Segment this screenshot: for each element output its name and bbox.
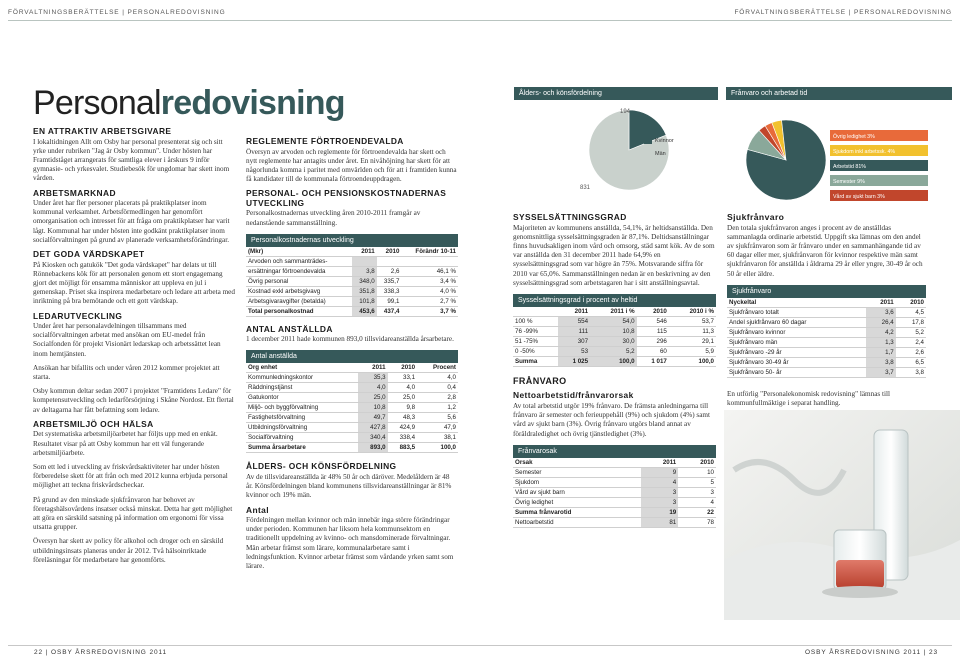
column-header: 2011 [558, 307, 590, 317]
table-row [513, 517, 716, 527]
table-cell: 99,1 [377, 296, 402, 306]
table-cell: 49,7 [358, 413, 387, 423]
section-heading: ÅLDERS- OCH KÖNSFÖRDELNING [246, 461, 397, 472]
table-cell: 4,0 [417, 373, 458, 383]
table-cell: 5,2 [590, 346, 637, 356]
table-cell: 101,8 [352, 296, 377, 306]
column-2 [246, 137, 458, 576]
table-cell: 100,0 [417, 443, 458, 453]
table-cell: 115 [637, 326, 669, 336]
table-row [246, 433, 458, 443]
section-heading: LEDARUTVECKLING [33, 310, 123, 321]
table-cell: Semester [513, 467, 641, 477]
table-cell: 351,8 [352, 286, 377, 296]
column-header: 2011 [866, 298, 896, 308]
table-cell: 1 017 [637, 356, 669, 366]
table-row [246, 403, 458, 413]
table-cell: 546 [637, 316, 669, 326]
table-title-bar: Sjukfrånvaro [727, 285, 926, 298]
section-heading: REGLEMENTE FÖRTROENDEVALDA [246, 136, 404, 146]
table-row [513, 487, 716, 497]
table-cell: Nettoarbetstid [513, 517, 641, 527]
table-cell: 0 -50% [513, 346, 558, 356]
table-row [246, 383, 458, 393]
paragraph: Ansökan har bifallits och under våren 2012 kommer projektet att starta. [33, 363, 220, 382]
table-row [727, 327, 926, 337]
column-header [513, 307, 558, 317]
table-cell: 4,2 [866, 327, 896, 337]
table-cell: Kommunledningskontor [246, 373, 358, 383]
table-cell: Räddningstjänst [246, 383, 358, 393]
table-row [513, 316, 716, 326]
table-cell: 0,4 [417, 383, 458, 393]
table-cell: Arvoden och sammanträdes- [246, 256, 352, 266]
table-cell: Gatukontor [246, 393, 358, 403]
column-header: 2011 [352, 247, 377, 257]
chart-title-bar: Ålders- och könsfördelning [514, 87, 718, 100]
paragraph: I lokaltidningen Allt om Osby har personal presenterat sig och sitt yrke under rubriken "Jag är Osby kommun". Under hösten har Framtidståget arrangerats för samtliga elever i årskurs 9 inför gymnasie- och yrkesvalet. Studiebesök för ungdomar har skett inom vården. [33, 137, 230, 183]
paragraph: På grund av den minskade sjukfrånvaron har behovet av företagshälsovårdens insatser också minskat. Detta har gett möjlighet att göra en särskild satsning på information om ergonomi för vissa utsatta grupper. [33, 495, 233, 532]
table-row [246, 266, 458, 276]
table-cell: 4 [678, 497, 716, 507]
column-header: (Mkr) [246, 247, 352, 257]
paragraph: Under året har personalavdelningen tillsammans med socialförvaltningen arbetat med ansökan om EU-medel från Socialfonden för projekt Visionärt ledarskap och arbetssättet lean inom hemtjänsten. [33, 322, 221, 358]
table-row [727, 337, 926, 347]
table-cell: 307 [558, 336, 590, 346]
section-heading: PERSONAL- OCH PENSIONSKOSTNADERNAS UTVECKLING [246, 188, 447, 208]
table-row [246, 296, 458, 306]
section-heading: Antal [246, 504, 269, 515]
table-cell: 76 -99% [513, 326, 558, 336]
column-header: 2010 i % [669, 307, 716, 317]
table-cell: 3,7 [866, 367, 896, 377]
table-cell: 1 025 [558, 356, 590, 366]
table-cell: 10,8 [590, 326, 637, 336]
column-4 [727, 213, 926, 413]
table-cell: Sjukfrånvaro män [727, 337, 866, 347]
table-cell: 100,0 [590, 356, 637, 366]
table-cell: 10,8 [358, 403, 387, 413]
table-row [246, 286, 458, 296]
table-cell [352, 256, 377, 266]
table-cell: 9,8 [388, 403, 417, 413]
paragraph: En utförlig "Personalekonomisk redovisning" lämnas till kommunfullmäktige i separat handling. [727, 389, 890, 407]
column-1 [33, 127, 237, 570]
table-cell: 296 [637, 336, 669, 346]
table-cell: 60 [637, 346, 669, 356]
legend-label: Övrig ledighet 3% [833, 134, 875, 140]
table-cell: 46,1 % [401, 266, 458, 276]
column-3 [513, 213, 716, 528]
table-cell: 10 [678, 467, 716, 477]
table-cell: Arbetsgivaravgifter (betalda) [246, 296, 352, 306]
section-heading: FRÅNVARO [513, 375, 567, 386]
table-cell: 54,0 [590, 316, 637, 326]
table-cell: 30,0 [590, 336, 637, 346]
table-cell: Summa årsarbetare [246, 443, 358, 453]
table-cell: Sjukfrånvaro 50- år [727, 367, 866, 377]
slice-label: 194 [620, 109, 631, 115]
column-header: Förändr 10-11 [401, 247, 458, 257]
paragraph: Som ett led i utveckling av friskvårdsaktiviteter har under hösten förberedelse skett för att från och med 2012 kunna erbjuda personal möjlighet att teckna friskvårdscheckar. [33, 462, 228, 490]
paragraph: Den totala sjukfrånvaron anges i procent av de anställdas sammanlagda ordinarie arbetstid. Uppgift ska lämnas om den andel av sjukfrånvaron som är frånvaro under en sammanhängande tid av 60 dagar eller mer, sjukfrånvaron för kvinnor respektive män samt sjukfrånvaron för anställda i åldrarna 29 år eller yngre, 30-49 år och 50 år eller äldre. [727, 223, 923, 278]
legend-swatch [644, 149, 652, 157]
legend-swatch [644, 136, 652, 144]
table-cell: 338,3 [377, 286, 402, 296]
table-cell: Socialförvaltning [246, 433, 358, 443]
table-cell: 1,2 [417, 403, 458, 413]
table-cell: 78 [678, 517, 716, 527]
table-header-row [246, 247, 458, 257]
title-bold: redovisning [160, 84, 345, 122]
table-row [513, 497, 716, 507]
pie-chart-2 [726, 100, 952, 220]
medicine-photo [724, 410, 960, 620]
table-row [513, 477, 716, 487]
table-row [727, 367, 926, 377]
table-cell: 4 [641, 477, 678, 487]
paragraph: Under året har fler personer placerats på praktikplatser inom kommunal verksamhet. Arbetsförmedlingen har genomfört omorganisation och intresset för att fråga om praktikplatser har varit lågt. Kommunal har under hösten inte godkänt praktikplatser inom socialförvaltningen på grund av planerade verksamhetsförändringar. [33, 199, 230, 244]
table-row [246, 443, 458, 453]
table-cell: Vård av sjukt barn [513, 487, 641, 497]
employees-table [246, 363, 458, 453]
table-cell: 51 -75% [513, 336, 558, 346]
section-heading: ARBETSMARKNAD [33, 187, 116, 198]
table-cell [401, 256, 458, 266]
title-light: Personal [33, 84, 161, 122]
paragraph: 1 december 2011 hade kommunen 893,0 tillsvidareanställda årsarbetare. [246, 335, 454, 344]
table-cell: 437,4 [377, 306, 402, 316]
table-row [246, 423, 458, 433]
column-header: 2010 [896, 298, 926, 308]
table-cell: 33,1 [388, 373, 417, 383]
table-cell: 893,0 [358, 443, 387, 453]
table-cell: 335,7 [377, 276, 402, 286]
header-right: FÖRVALTNINGSBERÄTTELSE | PERSONALREDOVISNING [734, 9, 952, 16]
table-cell: 5,2 [896, 327, 926, 337]
paragraph: Av total arbetstid utgör 19% frånvaro. De främsta anledningarna till frånvaro är semester och ferieuppehåll (9%) och sjukdom (4%) samt vård av sjukt barn (3%). Övrig frånvaro utgörs bland annat av föräldraledighet och övrig tjänstledighet (3%). [513, 401, 710, 438]
paragraph: Översyn av arvoden och reglemente för förtroendevalda har skett och nytt reglemente har antagits under året. En nivåhöjning har skett för att någorlunda komma i paritet med omvärlden och för att i framtiden kunna få kandidater till de kommunala förtroendeuppdragen. [246, 147, 457, 184]
paragraph: Av de tillsvidareanställda är 48% 50 år och däröver. Medelåldern är 48 år. Könsfördelningen bland kommunens tillsvidareanställningar är 81% kvinnor och 19% män. [246, 472, 452, 500]
table-title-bar: Antal anställda [246, 350, 458, 363]
table-cell: 48,3 [388, 413, 417, 423]
table-cell: Sjukfrånvaro totalt [727, 307, 866, 317]
table-cell: 111 [558, 326, 590, 336]
legend-label: Vård av sjukt barn 3% [833, 194, 885, 200]
table-cell: 2,6 [896, 347, 926, 357]
column-header: 2011 i % [590, 307, 637, 317]
paragraph: Översyn har skett av policy för alkohol och droger och en särskild utbildningsinsats planeras under år 2012. Två hälsoinriktade föreläsningar för medarbetare har genomförts. [33, 537, 224, 564]
column-header: Procent [417, 363, 458, 373]
table-cell [377, 256, 402, 266]
column-header: 2010 [377, 247, 402, 257]
table-cell: 3,8 [866, 357, 896, 367]
table-cell: 4,0 [388, 383, 417, 393]
table-cell: ersättningar förtroendevalda [246, 266, 352, 276]
table-row [727, 317, 926, 327]
table-cell: 5 [678, 477, 716, 487]
section-heading: SYSSELSÄTTNINGSGRAD [513, 212, 627, 222]
table-row [246, 256, 458, 266]
table-cell: Sjukfrånvaro 30-49 år [727, 357, 866, 367]
table-header-row [513, 307, 716, 317]
legend-label: Män [655, 151, 666, 157]
table-cell: 9 [641, 467, 678, 477]
table-cell: 427,8 [358, 423, 387, 433]
legend-label: Arbetstid 81% [833, 164, 866, 170]
table-cell: Utbildningsförvaltning [246, 423, 358, 433]
section-heading: DET GODA VÄRDSKAPET [33, 249, 145, 260]
section-heading: ARBETSMILJÖ OCH HÄLSA [33, 418, 154, 429]
table-cell: 453,6 [352, 306, 377, 316]
legend-label: Kvinnor [655, 138, 674, 144]
column-header: 2010 [388, 363, 417, 373]
column-header: Org enhet [246, 363, 358, 373]
table-cell: 3,8 [896, 367, 926, 377]
table-cell: Fastighetsförvaltning [246, 413, 358, 423]
table-cell: 38,1 [417, 433, 458, 443]
table-cell: Miljö- och byggförvaltning [246, 403, 358, 413]
pie-chart-1 [514, 100, 718, 220]
personnel-cost-table [246, 247, 458, 317]
footer-left: 22 | OSBY ÅRSREDOVISNING 2011 [34, 649, 168, 656]
table-cell: 3,8 [352, 266, 377, 276]
table-cell: 22 [678, 507, 716, 517]
column-header: Nyckeltal [727, 298, 866, 308]
table-cell: 554 [558, 316, 590, 326]
section-heading: ANTAL ANSTÄLLDA [246, 323, 333, 334]
table-cell: 26,4 [866, 317, 896, 327]
table-cell: Övrig ledighet [513, 497, 641, 507]
table-row [246, 393, 458, 403]
table-cell: 4,0 [358, 383, 387, 393]
table-cell: Summa [513, 356, 558, 366]
table-row [513, 326, 716, 336]
paragraph: På Kiosken och gatukök "Det goda värdskapet" har delats ut till Rönnebackens kök för att personalen genom ett stort engagemang gjort det möjligt för ensamma människor att uppleva en jul i gemenskap. Priset ska inspirera medarbetare och ledare att arbeta med inriktning på bra bemötande och ett gott värdskap. [33, 260, 235, 306]
table-cell: 1,3 [866, 337, 896, 347]
table-cell: 883,5 [388, 443, 417, 453]
table-row [513, 346, 716, 356]
table-cell: Andel sjukfrånvaro 60 dagar [727, 317, 866, 327]
paragraph: Personalkostnadernas utveckling åren 2010-2011 framgår av nedanstående sammanställning. [246, 209, 421, 227]
table-cell: 11,3 [669, 326, 716, 336]
page-title [33, 84, 345, 122]
table-row [246, 413, 458, 423]
table-row [513, 467, 716, 477]
table-header-row [727, 298, 926, 308]
table-cell: 47,9 [417, 423, 458, 433]
paragraph: Fördelningen mellan kvinnor och män innebär inga större förändringar under perioden. Kommunen har liksom hela kommunsektorn en traditionellt uppdelning av kvinno- och mansdominerade förvaltningar. Män arbetar främst som lärare, kommunalarbetare samt i ledningsfunktion. Kvinnor arbetar främst som vårdande yrken samt som lärare. [246, 516, 454, 571]
paragraph: Det systematiska arbetsmiljöarbetet har följts upp med en enkät. Resultatet visar på att Osby kommun har ett väl fungerande arbetsmiljöarbete. [33, 430, 218, 457]
table-cell: 25,0 [358, 393, 387, 403]
table-cell: 25,0 [388, 393, 417, 403]
legend-label: Semester 9% [833, 179, 865, 185]
table-cell: 348,0 [352, 276, 377, 286]
table-title-bar: Frånvarosak [513, 445, 716, 458]
table-cell: 340,4 [358, 433, 387, 443]
table-cell: 1,7 [866, 347, 896, 357]
table-cell: 2,7 % [401, 296, 458, 306]
column-header: 2011 [358, 363, 387, 373]
table-row [513, 356, 716, 366]
table-title-bar: Sysselsättningsgrad i procent av heltid [513, 294, 716, 307]
absence-reason-table [513, 458, 716, 528]
table-cell: 6,5 [896, 357, 926, 367]
table-cell: 3 [641, 497, 678, 507]
sick-leave-table [727, 298, 926, 378]
table-cell: Övrig personal [246, 276, 352, 286]
column-header: 2010 [637, 307, 669, 317]
table-cell: Summa frånvarotid [513, 507, 641, 517]
column-header: 2011 [641, 458, 678, 468]
table-header-row [246, 363, 458, 373]
table-cell: 2,6 [377, 266, 402, 276]
table-cell: Total personalkostnad [246, 306, 352, 316]
table-cell: 35,3 [358, 373, 387, 383]
table-row [727, 347, 926, 357]
table-cell: 17,8 [896, 317, 926, 327]
header-left: FÖRVALTNINGSBERÄTTELSE | PERSONALREDOVISNING [8, 9, 226, 16]
table-cell: 3,4 % [401, 276, 458, 286]
table-cell: Sjukfrånvaro -29 år [727, 347, 866, 357]
table-cell: 19 [641, 507, 678, 517]
table-cell: 2,4 [896, 337, 926, 347]
table-cell: 338,4 [388, 433, 417, 443]
table-row [246, 276, 458, 286]
table-row [513, 336, 716, 346]
table-cell: Sjukfrånvaro kvinnor [727, 327, 866, 337]
table-row [513, 507, 716, 517]
table-cell: 53 [558, 346, 590, 356]
table-row [246, 373, 458, 383]
employment-rate-table [513, 307, 716, 367]
table-cell: Kostnad exkl arbetsgivavg [246, 286, 352, 296]
table-cell: 2,8 [417, 393, 458, 403]
section-heading: Nettoarbetstid/frånvarorsak [513, 390, 634, 401]
table-title-bar: Personalkostnadernas utveckling [246, 234, 458, 247]
table-cell: 29,1 [669, 336, 716, 346]
table-row [727, 357, 926, 367]
section-heading: EN ATTRAKTIV ARBETSGIVARE [33, 126, 172, 136]
table-row [727, 307, 926, 317]
table-cell: 53,7 [669, 316, 716, 326]
column-header: 2010 [678, 458, 716, 468]
table-header-row [513, 458, 716, 468]
table-row [246, 306, 458, 316]
table-cell: 3 [678, 487, 716, 497]
section-heading: Sjukfrånvaro [727, 212, 785, 222]
slice-label: 831 [580, 185, 591, 191]
table-cell: 81 [641, 517, 678, 527]
chart-title-bar: Frånvaro och arbetad tid [726, 87, 952, 100]
table-cell: 424,9 [388, 423, 417, 433]
table-cell: 3 [641, 487, 678, 497]
paragraph: Osby kommun deltar sedan 2007 i projektet "Framtidens Ledare" för kompetensutveckling och ledarförsörjning i Skåne Nordost. Ett flertal av deltagarna har fått befattning som ledare. [33, 387, 234, 414]
table-cell: 4,0 % [401, 286, 458, 296]
table-cell: 5,6 [417, 413, 458, 423]
table-cell: 3,7 % [401, 306, 458, 316]
table-cell: 5,9 [669, 346, 716, 356]
paragraph: Majoriteten av kommunens anställda, 54,1%, är heltidsanställda. Den genomsnittliga sysselsättningsgraden är 87,1%. Deltidsanställningar finns huvudsakligen inom vård och omsorg, städ samt kök. Av de som var anställda den 31 december 2011 hade 64,9% en sysselsättningsgrad som var högre än 75%. Motsvarande siffra för 2010 var 65,0%. Sammanställningen nedan är en beskrivning av den sysselsättningsgrad som arbetstagaren har i sitt anställningsavtal. [513, 223, 715, 287]
footer-right: OSBY ÅRSREDOVISNING 2011 | 23 [804, 649, 938, 656]
table-cell: 100,0 [669, 356, 716, 366]
column-header: Orsak [513, 458, 641, 468]
legend-label: Sjukdom inkl arbetssk. 4% [833, 149, 896, 155]
table-cell: 100 % [513, 316, 558, 326]
table-cell: 3,6 [866, 307, 896, 317]
table-cell: 4,5 [896, 307, 926, 317]
table-cell: Sjukdom [513, 477, 641, 487]
